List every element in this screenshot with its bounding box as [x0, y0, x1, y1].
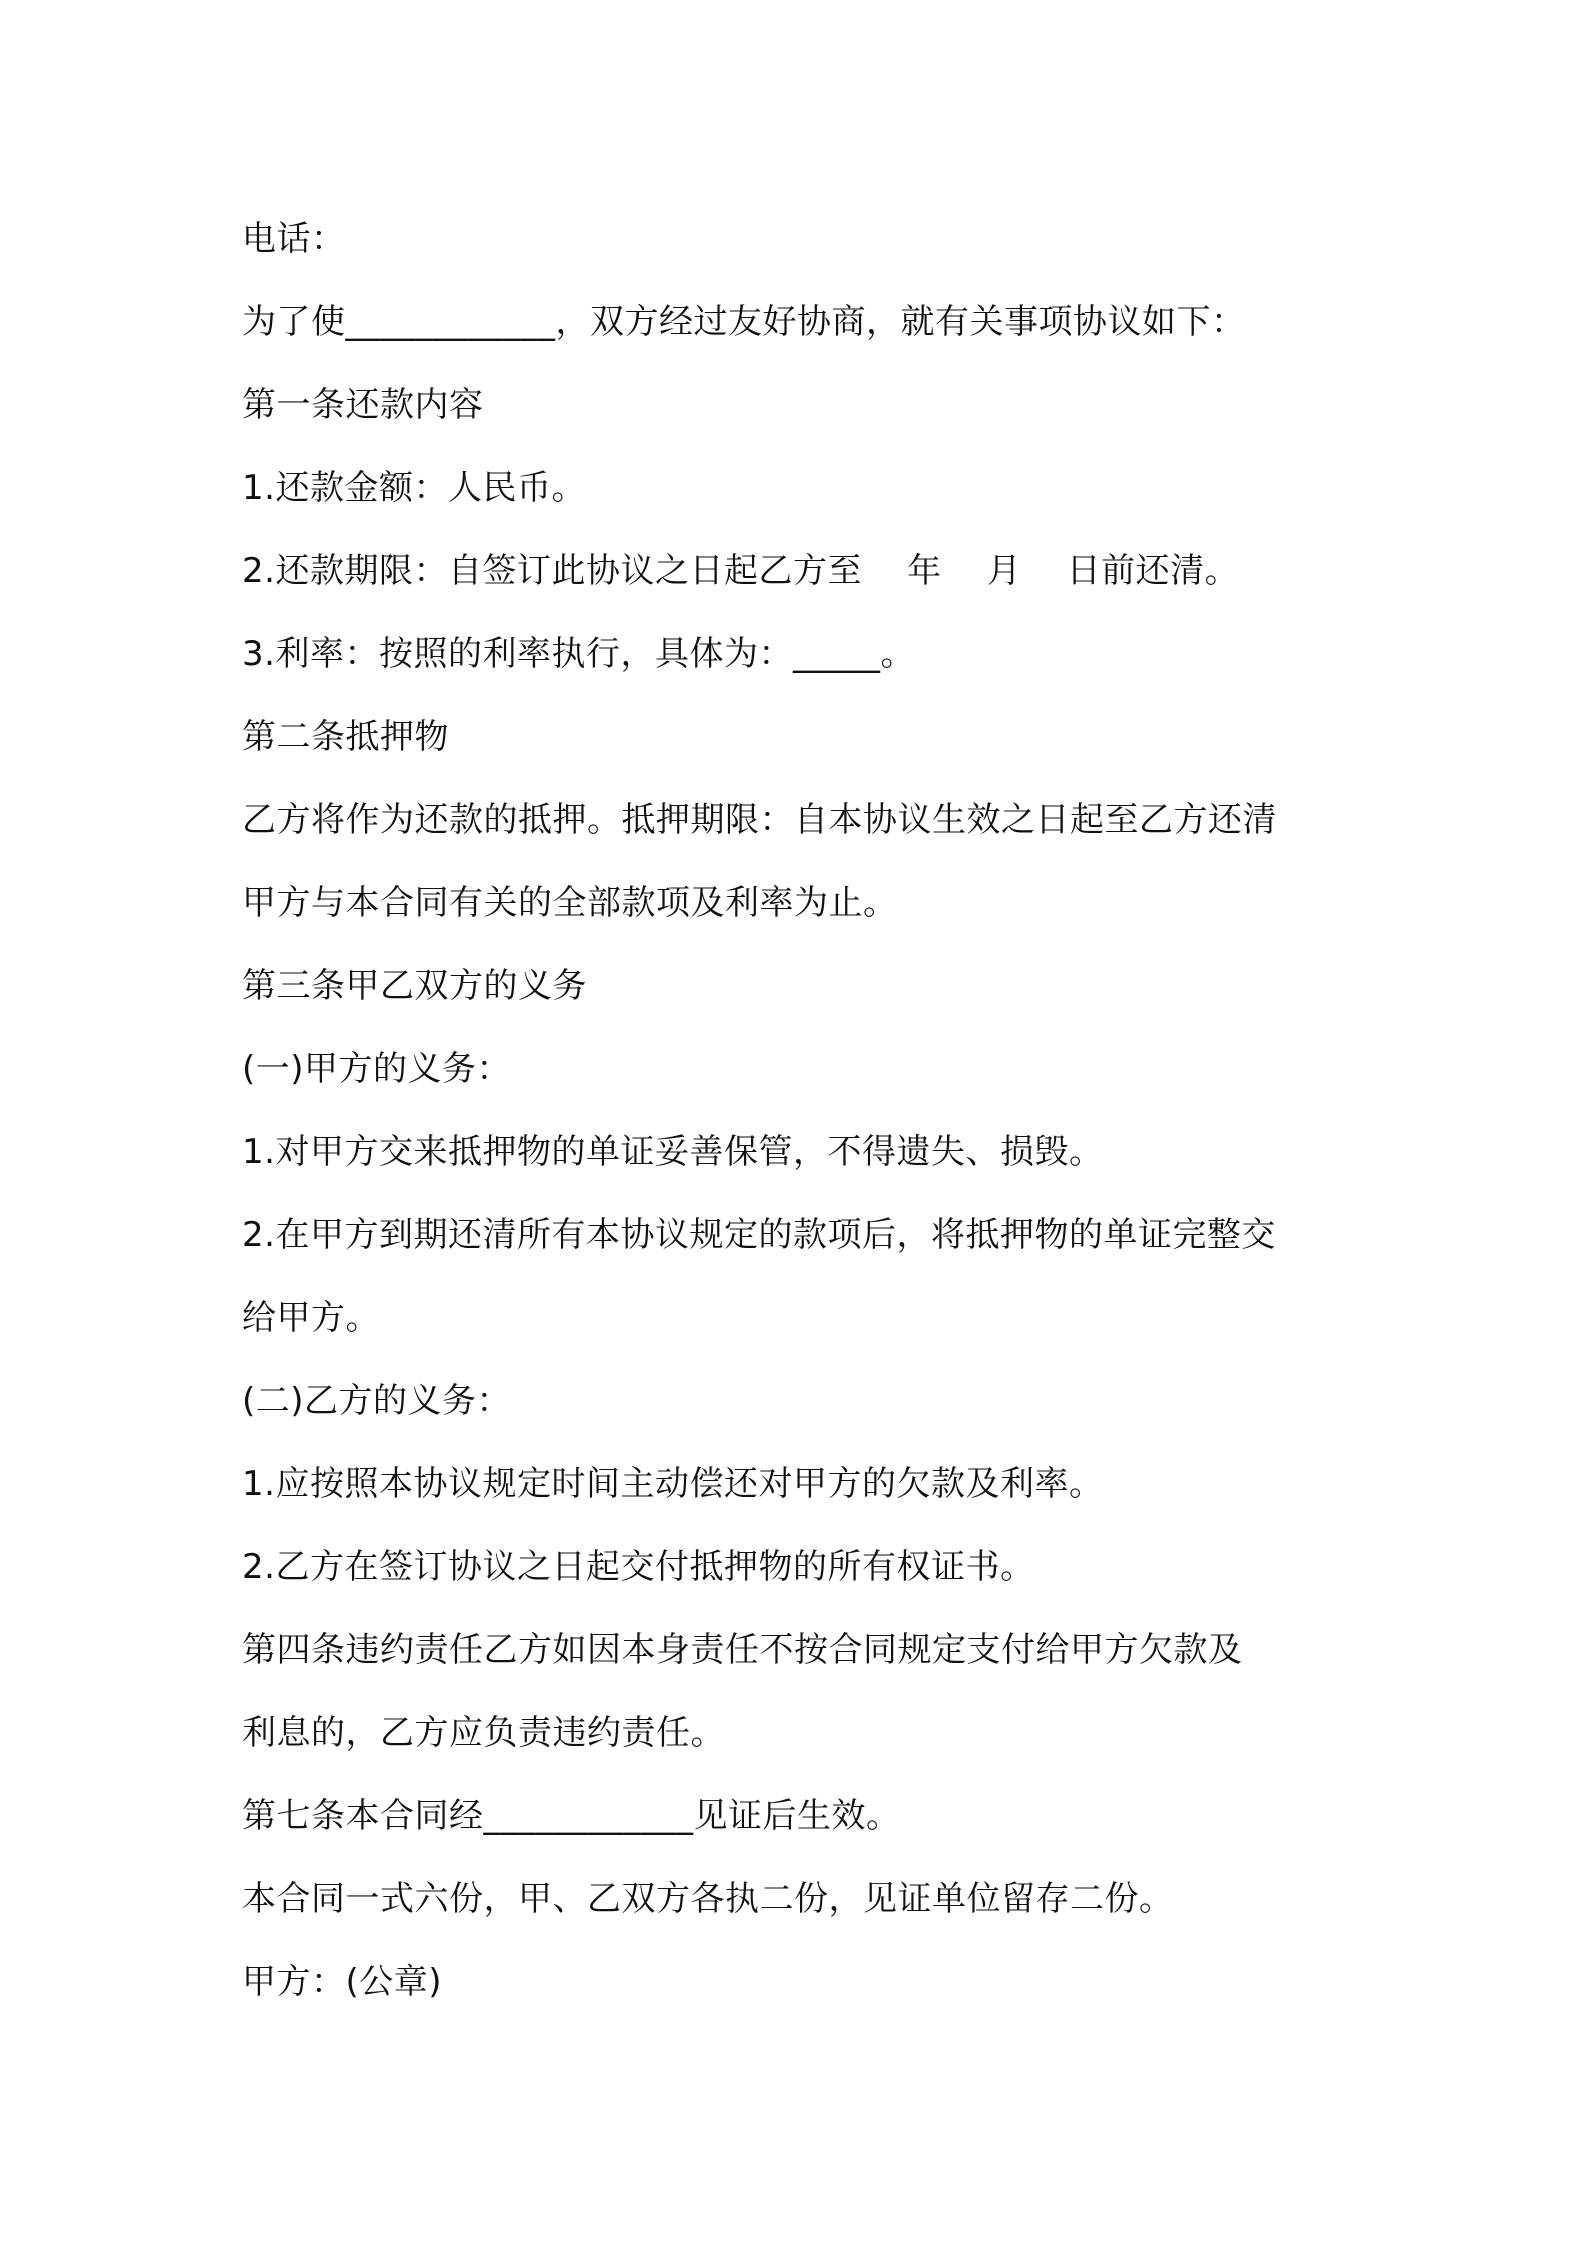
collateral-paragraph-line-1: 乙方将作为还款的抵押。抵押期限：自本协议生效之日起至乙方还清: [242, 800, 1277, 840]
article-1-heading: 第一条还款内容: [242, 385, 484, 425]
repayment-amount-line: 1.还款金额：人民币。: [242, 468, 586, 508]
interest-rate-line: 3.利率：按照的利率执行，具体为：_____。: [242, 634, 915, 674]
document-body: [242, 198, 1362, 2024]
party-b-obligation-2: 2.乙方在签订协议之日起交付抵押物的所有权证书。: [242, 1547, 1035, 1587]
article-3-heading: 第三条甲乙双方的义务: [242, 966, 587, 1006]
preamble-line: 为了使____________，双方经过友好协商，就有关事项协议如下：: [242, 302, 1246, 342]
article-4-line-2: 利息的，乙方应负责违约责任。: [242, 1713, 725, 1753]
party-a-seal-line: 甲方：(公章): [242, 1962, 443, 2002]
article-4-line-1: 第四条违约责任乙方如因本身责任不按合同规定支付给甲方欠款及: [242, 1630, 1243, 1670]
party-a-obligation-2-line-2: 给甲方。: [242, 1298, 380, 1338]
collateral-paragraph-line-2: 甲方与本合同有关的全部款项及利率为止。: [242, 883, 898, 923]
article-2-heading: 第二条抵押物: [242, 717, 449, 757]
copies-line: 本合同一式六份，甲、乙双方各执二份，见证单位留存二份。: [242, 1879, 1174, 1919]
party-a-obligation-1: 1.对甲方交来抵押物的单证妥善保管，不得遗失、损毁。: [242, 1132, 1104, 1172]
phone-line: 电话：: [242, 219, 346, 259]
party-b-obligation-1: 1.应按照本协议规定时间主动偿还对甲方的欠款及利率。: [242, 1464, 1104, 1504]
party-a-obligations-heading: (一)甲方的义务：: [242, 1049, 512, 1089]
article-7-line: 第七条本合同经____________见证后生效。: [242, 1796, 901, 1836]
party-b-obligations-heading: (二)乙方的义务：: [242, 1381, 512, 1421]
repayment-term-line: 2.还款期限：自签订此协议之日起乙方至 年 月 日前还清。: [242, 551, 1240, 591]
party-a-obligation-2-line-1: 2.在甲方到期还清所有本协议规定的款项后，将抵押物的单证完整交: [242, 1215, 1276, 1255]
